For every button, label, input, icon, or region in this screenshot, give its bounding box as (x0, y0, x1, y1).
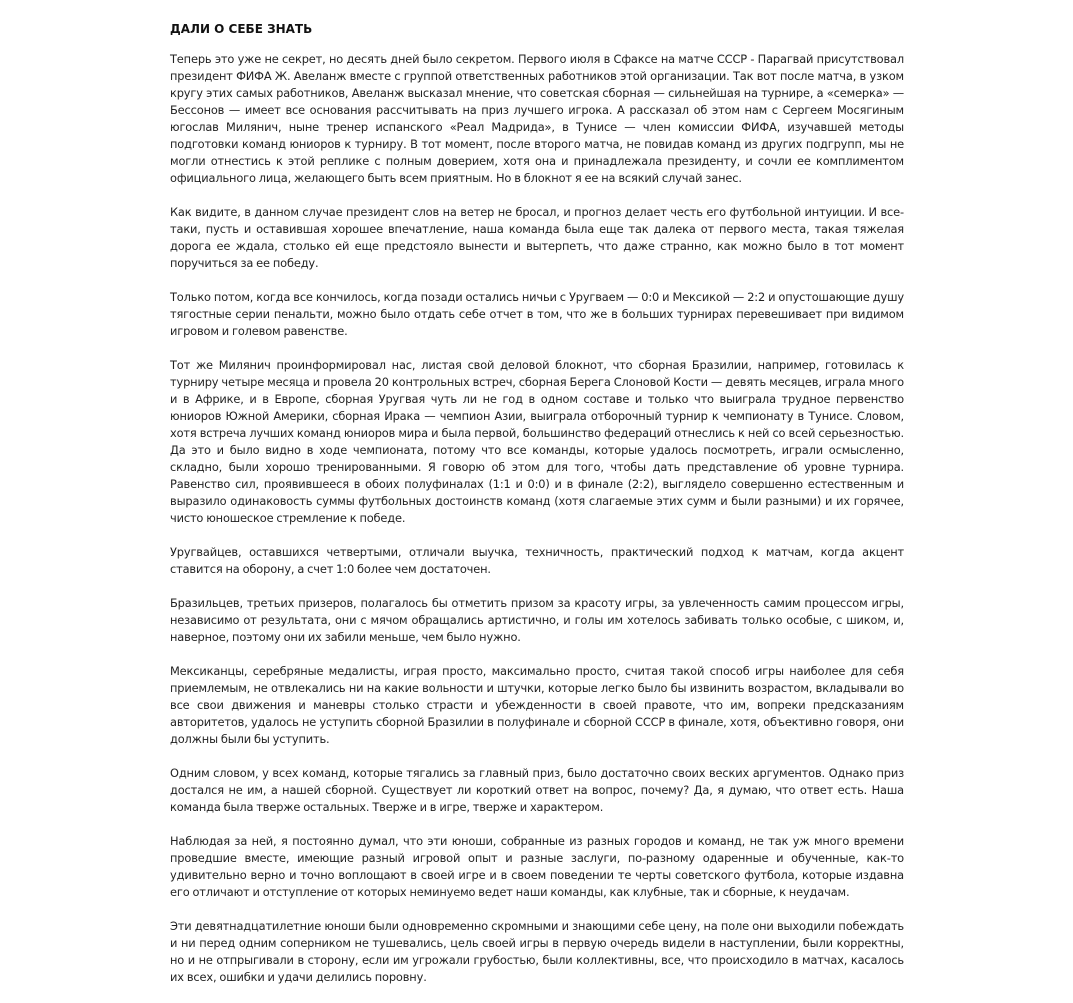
article-paragraph: Эти девятнадцатилетние юноши были одновременно скромными и знающими себе цену, на поле они выходили побеждать и ни перед одним соперником не тушевались, цель своей игры в первую очередь видели в наступлении, были корректны, но и не отпрыгивали в сторону, если им угрожали грубостью, были коллективны, все, что происходило в матчах, касалось их всех, ошибки и удачи делились поровну. (170, 919, 904, 984)
article-paragraph: Мексиканцы, серебряные медалисты, играя просто, максимально просто, считая такой способ игры наиболее для себя приемлемым, не отвлекались ни на какие вольности и штучки, которые легко было бы извинить возрастом, вкладывали во все свои движения и маневры столько страсти и убежденности в своей правоте, что им, вопреки предсказаниям авторитетов, удалось не уступить сборной Бразилии в полуфинале и сборной СССР в финале, хотя, объективно говоря, они должны были бы уступить. (170, 664, 904, 746)
article-paragraph: Только потом, когда все кончилось, когда позади остались ничьи с Уругваем — 0:0 и Мексикой — 2:2 и опустошающие душу тягостные серии пенальти, можно было отдать себе отчет в том, что же в больших турнирах перевешивает при видимом игровом и голевом равенстве. (170, 290, 904, 338)
article-paragraph: Уругвайцев, оставшихся четвертыми, отличали выучка, техничность, практический подход к матчам, когда акцент ставится на оборону, а счет 1:0 более чем достаточен. (170, 545, 904, 576)
article (170, 21, 904, 1003)
article-paragraph: Тот же Милянич проинформировал нас, листая свой деловой блокнот, что сборная Бразилии, например, готовилась к турниру четыре месяца и провела 20 контрольных встреч, сборная Берега Слоновой Кости — девять месяцев, играла много и в Африке, и в Европе, сборная Уругвая чуть ли не год в одном составе и только что выиграла трудное первенство юниоров Южной Америки, сборная Ирака — чемпион Азии, выиграла отборочный турнир к чемпионату в Тунисе. Словом, хотя встреча лучших команд юниоров мира и была первой, большинство федераций отнеслись к ней со всей серьезностью. Да это и было видно в ходе чемпионата, потому что все команды, которые удалось посмотреть, играли осмысленно, складно, были хорошо тренированными. Я говорю об этом для того, чтобы дать представление об уровне турнира. Равенство сил, проявившееся в обоих полуфиналах (1:1 и 0:0) и в финале (2:2), выглядело совершенно естественным и выразило одинаковость суммы футбольных достоинств команд (хотя слагаемые этих сумм и были разными) и их горячее, чисто юношеское стремление к победе. (170, 358, 904, 525)
article-paragraph: Одним словом, у всех команд, которые тягались за главный приз, было достаточно своих веских аргументов. Однако приз достался не им, а нашей сборной. Существует ли короткий ответ на вопрос, почему? Да, я думаю, что ответ есть. Наша команда была тверже остальных. Тверже и в игре, тверже и характером. (170, 766, 904, 814)
article-paragraph: Наблюдая за ней, я постоянно думал, что эти юноши, собранные из разных городов и команд, не так уж много времени проведшие вместе, имеющие разный игровой опыт и разные заслуги, по-разному одаренные и обученные, как-то удивительно верно и точно воплощают в своей игре и в своем поведении те черты советского футбола, которые издавна его отличают и отступление от которых неминуемо ведет наши команды, как клубные, так и сборные, к неудачам. (170, 834, 904, 899)
article-paragraph: Бразильцев, третьих призеров, полагалось бы отметить призом за красоту игры, за увлеченность самим процессом игры, независимо от результата, они с мячом обращались артистично, и голы им хотелось забивать только особые, с шиком, и, наверное, поэтому они их забили меньше, чем было нужно. (170, 596, 904, 644)
article-title: ДАЛИ О СЕБЕ ЗНАТЬ (170, 22, 313, 36)
article-paragraph: Теперь это уже не секрет, но десять дней было секретом. Первого июля в Сфаксе на матче СССР - Парагвай присутствовал президент ФИФА Ж. Авеланж вместе с группой ответственных работников этой организации. Так вот после матча, в узком кругу этих самых работников, Авеланж высказал мнение, что советская сборная — сильнейшая на турнире, а «семерка» — Бессонов — имеет все основания рассчитывать на приз лучшего игрока. А рассказал об этом нам с Сергеем Мосягиным югослав Милянич, ныне тренер испанского «Реал Мадрида», в Тунисе — член комиссии ФИФА, изучавшей методы подготовки команд юниоров к турниру. В тот момент, после второго матча, не повидав команд из других подгрупп, мы не могли отнестись к этой реплике с полным доверием, хотя она и принадлежала президенту, и сочли ее комплиментом официального лица, желающего быть всем приятным. Но в блокнот я ее на всякий случай занес. (170, 52, 904, 185)
article-paragraph: Как видите, в данном случае президент слов на ветер не бросал, и прогноз делает честь его футбольной интуиции. И все-таки, пусть и оставившая хорошее впечатление, наша команда была еще так далека от первого места, такая тяжелая дорога ее ждала, столько ей еще предстояло вынести и вытерпеть, что даже странно, как можно было в тот момент поручиться за ее победу. (170, 205, 904, 270)
